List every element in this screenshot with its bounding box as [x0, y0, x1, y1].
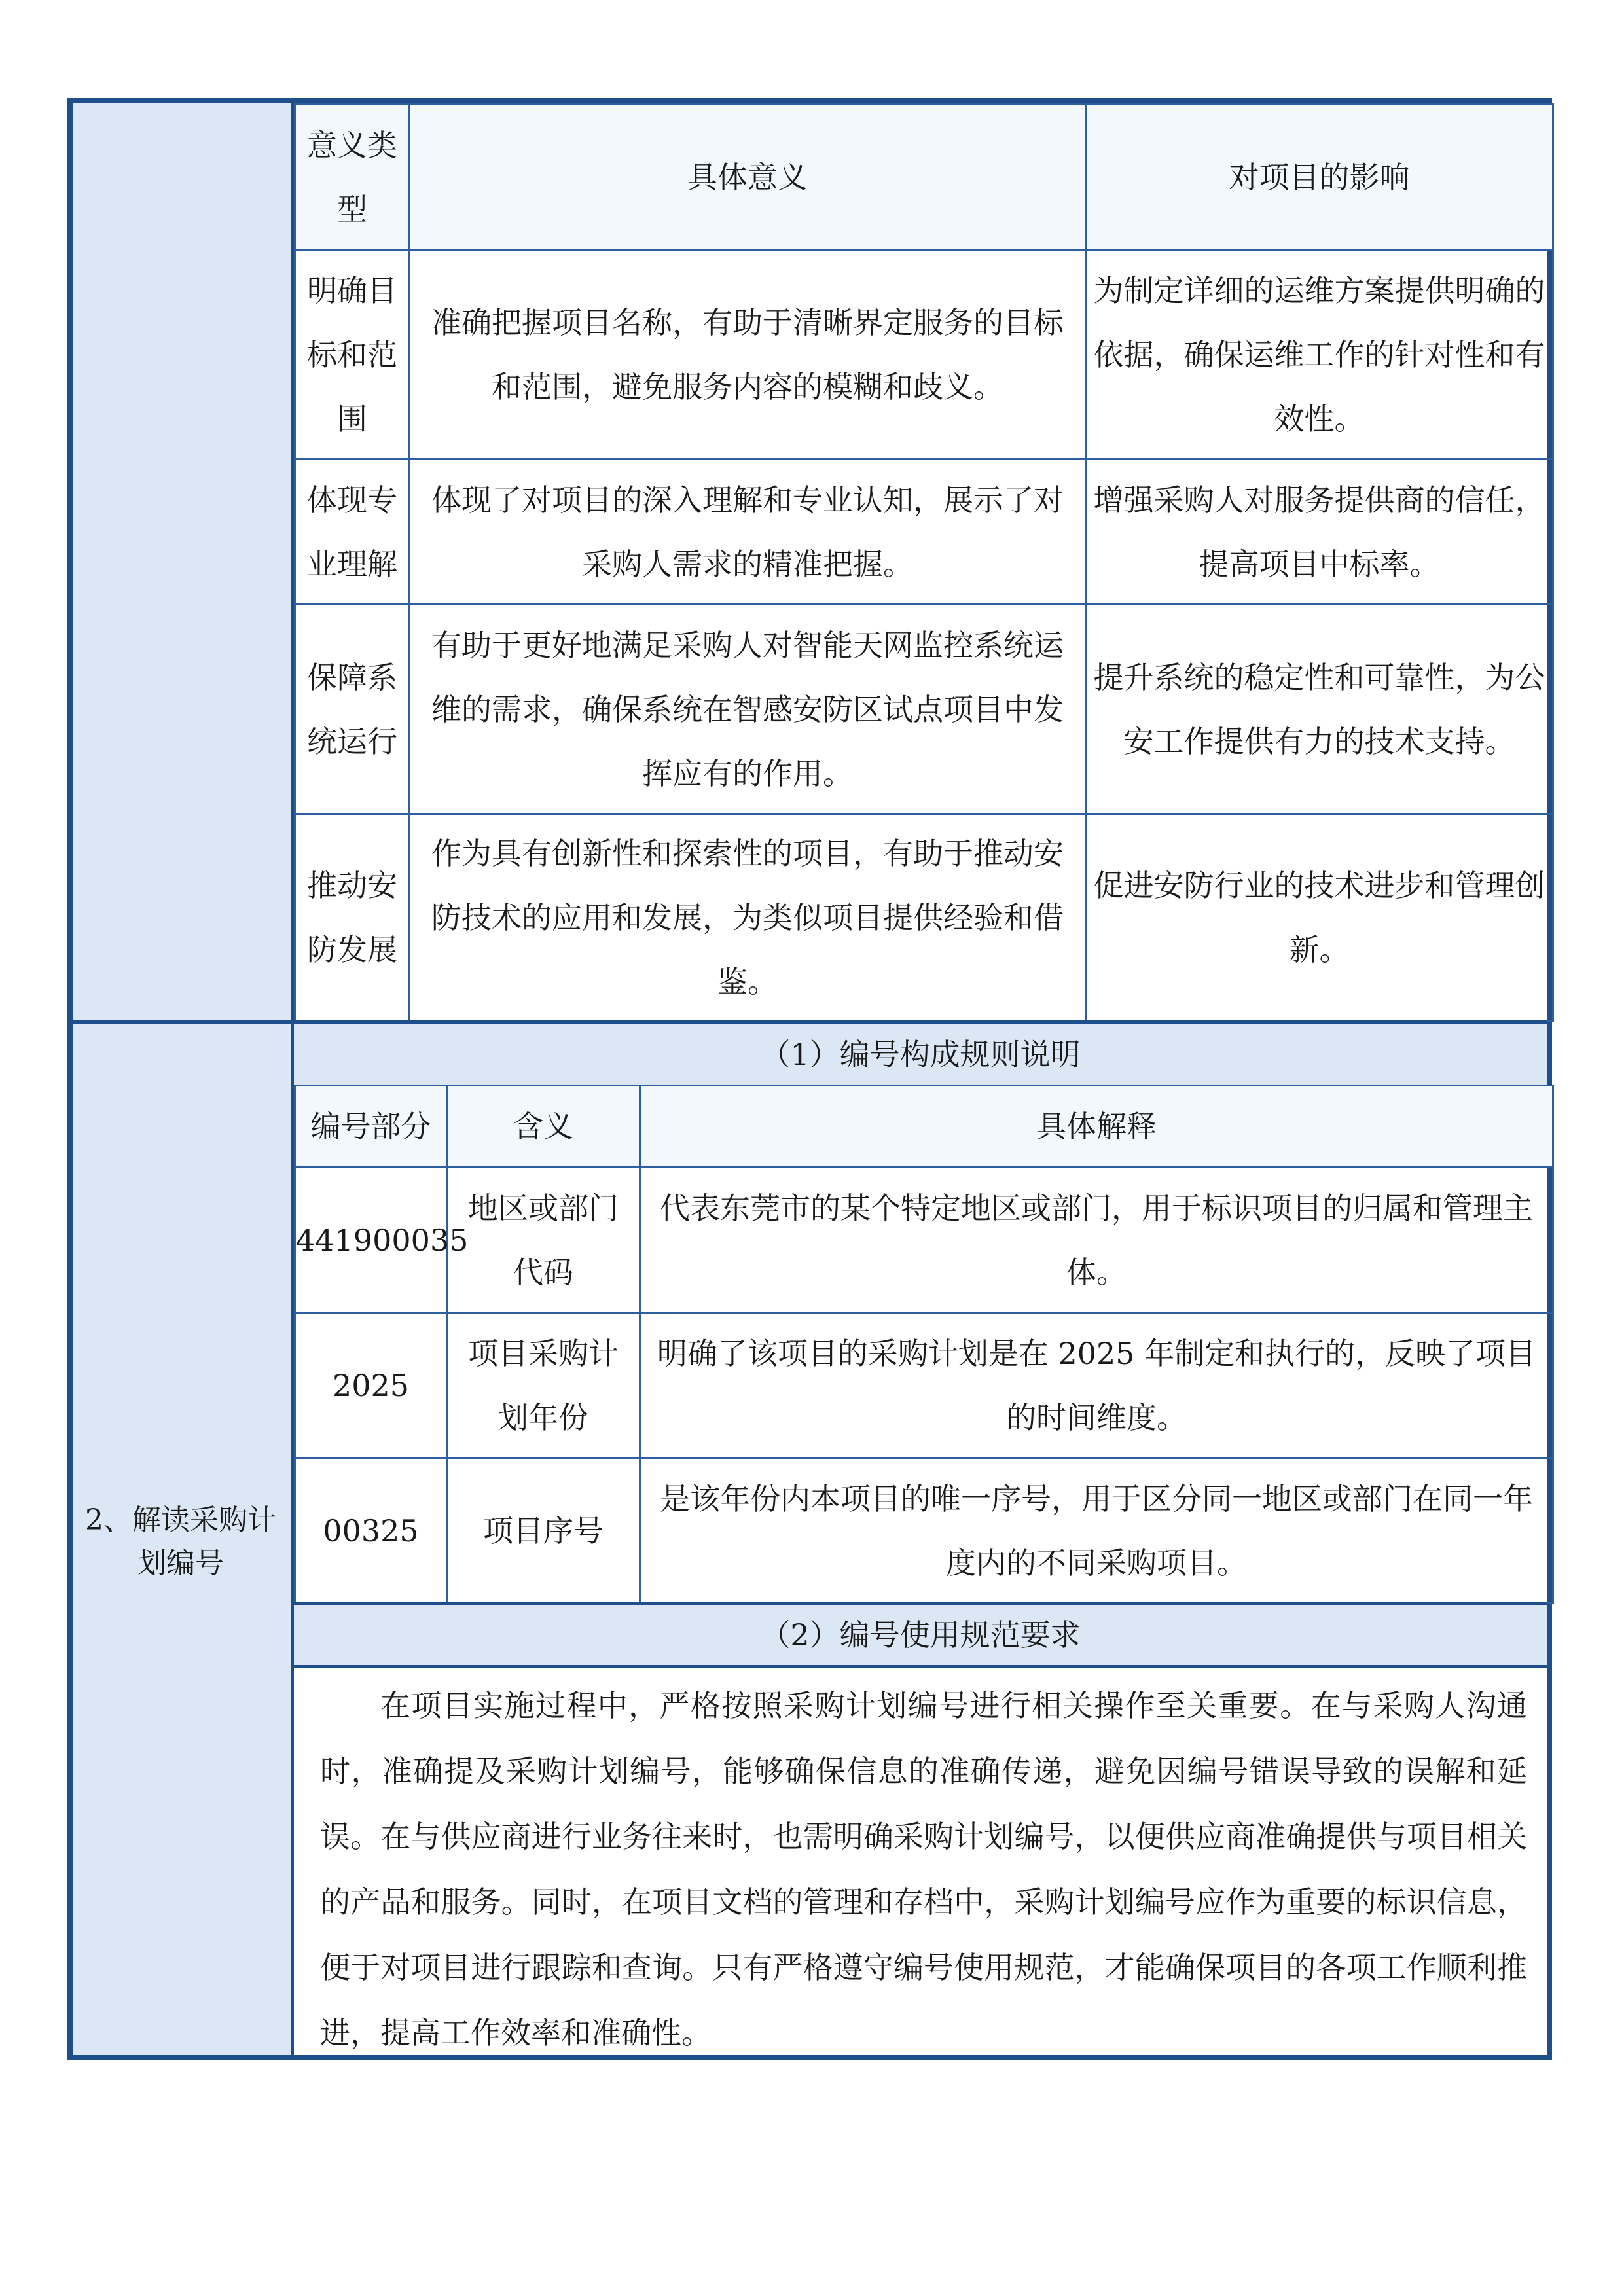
section2-label: 2、解读采购计划编号 [85, 1503, 276, 1580]
header-meaning: 含义 [447, 1086, 640, 1168]
header-meaning: 具体意义 [410, 105, 1086, 250]
left-category-column [73, 103, 294, 2055]
row-type: 明确目标和范围 [295, 250, 410, 459]
section-divider [294, 1665, 1547, 1668]
content-area [294, 103, 1547, 2055]
sub2-title: （2）编号使用规范要求 [294, 1605, 1547, 1665]
table-row [295, 605, 1553, 814]
header-part: 编号部分 [295, 1086, 447, 1168]
row-meaning: 项目序号 [447, 1458, 640, 1604]
usage-paragraph: 在项目实施过程中，严格按照采购计划编号进行相关操作至关重要。在与采购人沟通时，准确提及采购计划编号，能够确保信息的准确传递，避免因编号错误导致的误解和延误。在与供应商进行业务往来时，也需明确采购计划编号，以便供应商准确提供与项目相关的产品和服务。同时，在项目文档的管理和存档中，采购计划编号应作为重要的标识信息，便于对项目进行跟踪和查询。只有严格遵守编号使用规范，才能确保项目的各项工作顺利推进，提高工作效率和准确性。 [320, 1688, 1527, 2051]
row-meaning: 准确把握项目名称，有助于清晰界定服务的目标和范围，避免服务内容的模糊和歧义。 [410, 250, 1086, 459]
row-meaning: 地区或部门代码 [447, 1168, 640, 1313]
row-impact: 促进安防行业的技术进步和管理创新。 [1086, 814, 1553, 1022]
row-type: 推动安防发展 [295, 814, 410, 1022]
row-meaning: 项目采购计划年份 [447, 1313, 640, 1458]
row-explain: 是该年份内本项目的唯一序号，用于区分同一地区或部门在同一年度内的不同采购项目。 [640, 1458, 1553, 1604]
row-type: 保障系统运行 [295, 605, 410, 814]
header-impact: 对项目的影响 [1086, 105, 1553, 250]
row-part: 2025 [295, 1313, 447, 1458]
row-explain: 代表东莞市的某个特定地区或部门，用于标识项目的归属和管理主体。 [640, 1168, 1553, 1313]
header-type: 意义类型 [295, 105, 410, 250]
row-impact: 增强采购人对服务提供商的信任，提高项目中标率。 [1086, 459, 1553, 605]
sub1-title: （1）编号构成规则说明 [294, 1024, 1547, 1085]
table-row [295, 814, 1553, 1022]
row-part: 00325 [295, 1458, 447, 1604]
row-impact: 为制定详细的运维方案提供明确的依据，确保运维工作的针对性和有效性。 [1086, 250, 1553, 459]
table-row [295, 459, 1553, 605]
row-meaning: 体现了对项目的深入理解和专业认知，展示了对采购人需求的精准把握。 [410, 459, 1086, 605]
document-frame [67, 98, 1552, 2060]
table-row [295, 250, 1553, 459]
row-meaning: 作为具有创新性和探索性的项目，有助于推动安防技术的应用和发展，为类似项目提供经验和借鉴。 [410, 814, 1086, 1022]
header-explain: 具体解释 [640, 1086, 1553, 1168]
row-type: 体现专业理解 [295, 459, 410, 605]
table-row [295, 1458, 1553, 1604]
table-header-row [295, 1086, 1553, 1168]
table-header-row [295, 105, 1553, 250]
row-part: 441900035 [295, 1168, 447, 1313]
row-meaning: 有助于更好地满足采购人对智能天网监控系统运维的需求，确保系统在智感安防区试点项目中发挥应有的作用。 [410, 605, 1086, 814]
row-explain: 明确了该项目的采购计划是在 2025 年制定和执行的，反映了项目的时间维度。 [640, 1313, 1553, 1458]
table-row [295, 1313, 1553, 1458]
table-row [295, 1168, 1553, 1313]
row-impact: 提升系统的稳定性和可靠性，为公安工作提供有力的技术支持。 [1086, 605, 1553, 814]
significance-table [294, 103, 1554, 1022]
code-rules-table [294, 1085, 1554, 1604]
left-divider [73, 1020, 291, 1024]
